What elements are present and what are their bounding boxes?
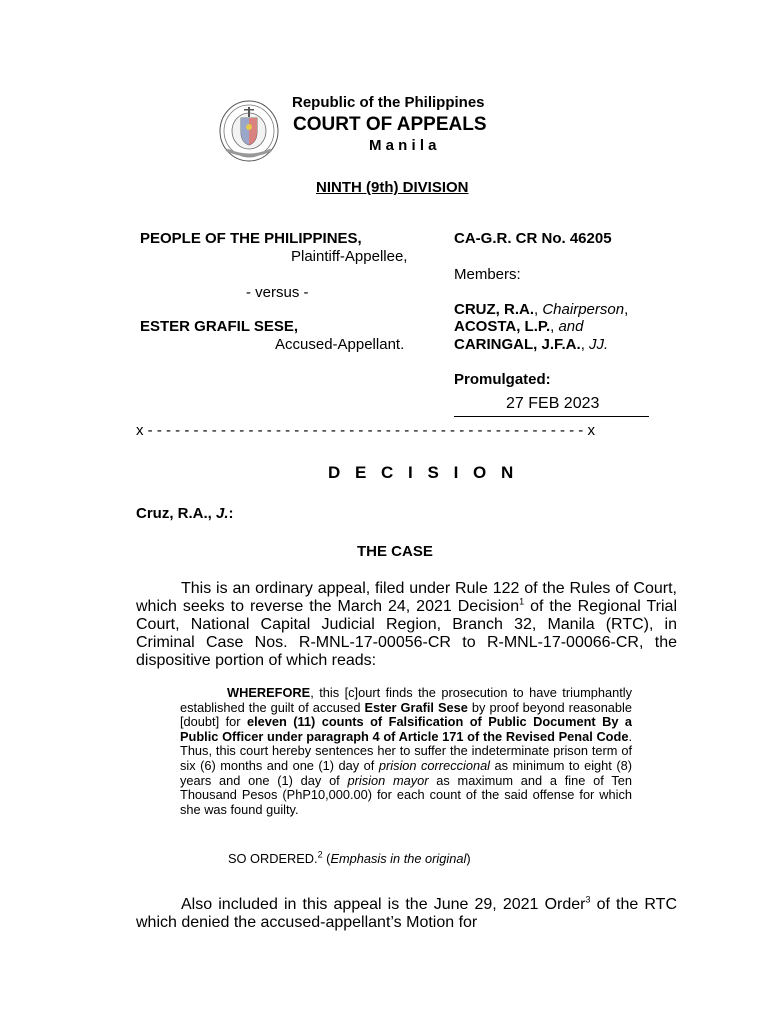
member-line-1: CRUZ, R.A., Chairperson, xyxy=(454,301,629,318)
accused-name: ESTER GRAFIL SESE, xyxy=(140,318,299,335)
quoted-dispositive xyxy=(180,686,632,817)
paragraph-1 xyxy=(136,580,677,670)
quote-text-3: . Thus, this court hereby sentences her to suffer the indeterminate prison term of six (6) months and one (1) day of xyxy=(180,728,632,773)
member-line-2: ACOSTA, L.P., and xyxy=(454,318,584,335)
member-1-name: CRUZ, R.A. xyxy=(454,301,534,318)
quote-text-4: as minimum to eight (8) years and one (1) day of xyxy=(180,757,632,788)
promulgated-label: Promulgated: xyxy=(454,371,551,388)
member-2-and: and xyxy=(558,318,584,335)
paragraph-1-text-b: of the Regional Trial Court, National Capital Judicial Region, Branch 32, Manila (RTC), in Criminal Case Nos. R-MNL-17-00056-CR to R-MNL-17-00066-CR, the dispositive portion of which reads: xyxy=(136,598,677,669)
so-ordered-text: SO ORDERED. xyxy=(228,851,318,866)
footnote-ref-1: 1 xyxy=(519,596,525,607)
paragraph-2-text-b: of the RTC which denied the accused-appellant’s Motion for xyxy=(136,896,677,931)
quote-prision-mayor: prision mayor xyxy=(347,772,429,788)
ponente: Cruz, R.A., J.: xyxy=(136,505,234,522)
plaintiff-role: Plaintiff-Appellee, xyxy=(291,248,408,265)
paragraph-1-text-a: This is an ordinary appeal, filed under Rule 122 of the Rules of Court, which seeks to reverse the March 24, 2021 Decision xyxy=(136,580,677,615)
member-3-name: CARINGAL, J.F.A. xyxy=(454,336,581,353)
member-2-name: ACOSTA, L.P. xyxy=(454,318,551,335)
promulgated-date: 27 FEB 2023 xyxy=(506,395,600,412)
paragraph-2-text-a: Also included in this appeal is the June 29, 2021 Order xyxy=(181,896,586,913)
quote-text-5: as maximum and a fine of Ten Thousand Pesos (PhP10,000.00) for each count of the said offense for which she was found guilty. xyxy=(180,772,632,817)
emphasis-close: ) xyxy=(466,851,471,866)
members-label: Members: xyxy=(454,266,521,283)
ponente-name: Cruz, R.A., xyxy=(136,505,217,522)
so-ordered-line xyxy=(228,851,471,866)
member-line-3: CARINGAL, J.F.A., JJ. xyxy=(454,336,609,353)
court-seal-icon xyxy=(219,100,279,162)
quote-accused-name: Ester Grafil Sese xyxy=(364,699,468,715)
republic-heading: Republic of the Philippines xyxy=(292,94,485,111)
court-name: COURT OF APPEALS xyxy=(293,114,487,135)
plaintiff-name: PEOPLE OF THE PHILIPPINES, xyxy=(140,230,362,247)
promulgation-line xyxy=(454,416,649,417)
city-name: M a n i l a xyxy=(369,137,437,154)
emphasis-open: ( xyxy=(322,851,331,866)
ponente-j: J. xyxy=(216,505,229,522)
section-title: THE CASE xyxy=(357,543,433,560)
decision-title: D E C I S I O N xyxy=(328,463,519,482)
division-heading: NINTH (9th) DIVISION xyxy=(316,179,469,196)
caption-separator: x - - - - - - - - - - - - - - - - - - - - - - - - - - - - - - - - - - - - - - - - - - - - - - - - x xyxy=(136,422,595,439)
quote-wherefore: WHEREFORE xyxy=(227,685,311,700)
paragraph-2 xyxy=(136,896,677,932)
emphasis-note: Emphasis in the original xyxy=(330,851,467,866)
quote-text-2: by proof beyond reasonable [doubt] for xyxy=(180,699,632,730)
member-1-title: Chairperson xyxy=(542,301,625,318)
case-number: CA-G.R. CR No. 46205 xyxy=(454,230,612,247)
footnote-ref-3: 3 xyxy=(585,894,591,905)
quote-charge: eleven (11) counts of Falsification of Public Document By a Public Officer under paragraph 4 of Article 171 of the Revised Penal Code xyxy=(180,714,632,744)
versus-text: - versus - xyxy=(246,284,309,301)
quote-prision-correccional: prision correccional xyxy=(378,757,491,773)
member-3-jj: JJ. xyxy=(589,336,609,353)
accused-role: Accused-Appellant. xyxy=(275,336,405,353)
footnote-ref-2: 2 xyxy=(317,849,323,860)
quote-text-1: , this [c]ourt finds the prosecution to have triumphantly established the guilt of accused xyxy=(180,685,632,715)
